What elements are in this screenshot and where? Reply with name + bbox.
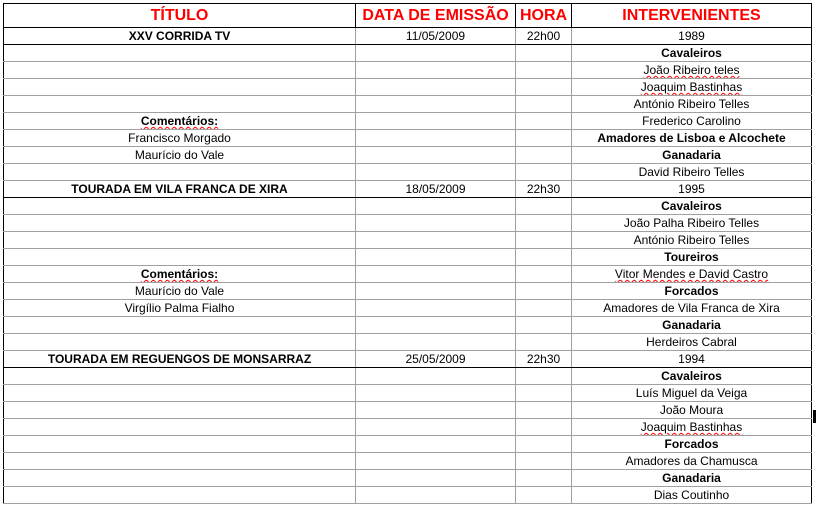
cell-text: Virgílio Palma Fialho: [124, 301, 235, 315]
cell-hora[interactable]: [516, 334, 572, 351]
cell-data-emissao[interactable]: [356, 232, 516, 249]
cell-hora[interactable]: [516, 453, 572, 470]
cell-intervenientes[interactable]: [572, 164, 812, 181]
cell-text: 11/05/2009: [405, 29, 466, 43]
cell-text: 22h00: [526, 29, 561, 43]
cell-hora[interactable]: [516, 79, 572, 96]
cell-intervenientes[interactable]: [572, 368, 812, 385]
cell-intervenientes[interactable]: [572, 487, 812, 504]
cell-text: Forcados: [664, 284, 719, 298]
cell-hora[interactable]: [516, 96, 572, 113]
cell-data-emissao[interactable]: [356, 164, 516, 181]
cell-text: Maurício do Vale: [134, 284, 225, 298]
cell-hora[interactable]: [516, 283, 572, 300]
cell-text: Vitor Mendes e David Castro: [614, 267, 769, 281]
cell-titulo[interactable]: [4, 385, 356, 402]
cell-text: Cavaleiros: [661, 46, 722, 60]
table-row: [4, 232, 812, 249]
header-hora[interactable]: HORA: [516, 4, 572, 28]
cell-titulo[interactable]: [4, 266, 356, 283]
cell-titulo[interactable]: [4, 249, 356, 266]
cell-text: 1994: [678, 352, 705, 366]
cell-text: 1995: [678, 182, 705, 196]
cell-data-emissao[interactable]: [356, 266, 516, 283]
cell-text: Dias Coutinho: [653, 488, 730, 502]
cell-data-emissao[interactable]: [356, 96, 516, 113]
cell-hora[interactable]: [516, 130, 572, 147]
cell-intervenientes[interactable]: [572, 181, 812, 198]
cell-data-emissao[interactable]: [356, 45, 516, 62]
cell-titulo[interactable]: [4, 453, 356, 470]
cell-hora[interactable]: [516, 215, 572, 232]
cell-text: Frederico Carolino: [642, 114, 741, 128]
cell-text: Luís Miguel da Veiga: [635, 386, 748, 400]
cell-hora[interactable]: [516, 436, 572, 453]
event-row: [4, 181, 812, 198]
cell-text: TOURADA EM REGUENGOS DE MONSARRAZ: [47, 352, 312, 366]
cell-intervenientes[interactable]: [572, 453, 812, 470]
cell-data-emissao[interactable]: [356, 334, 516, 351]
cell-titulo[interactable]: [4, 317, 356, 334]
cell-hora[interactable]: [516, 198, 572, 215]
header-titulo[interactable]: TÍTULO: [4, 4, 356, 28]
cell-titulo[interactable]: [4, 232, 356, 249]
cell-intervenientes[interactable]: [572, 147, 812, 164]
cell-hora[interactable]: [516, 147, 572, 164]
cell-titulo[interactable]: [4, 147, 356, 164]
cell-titulo[interactable]: [4, 164, 356, 181]
event-row: [4, 28, 812, 45]
cell-hora[interactable]: [516, 181, 572, 198]
cell-hora[interactable]: [516, 470, 572, 487]
table-row: [4, 96, 812, 113]
cell-text: Francisco Morgado: [128, 131, 231, 145]
cell-hora[interactable]: [516, 249, 572, 266]
cell-intervenientes[interactable]: [572, 266, 812, 283]
table-row: [4, 198, 812, 215]
header-row: [4, 4, 812, 28]
cell-titulo[interactable]: [4, 283, 356, 300]
cell-text: António Ribeiro Telles: [633, 97, 750, 111]
cell-hora[interactable]: [516, 266, 572, 283]
cell-data-emissao[interactable]: [356, 62, 516, 79]
table-row: [4, 402, 812, 419]
cell-intervenientes[interactable]: [572, 232, 812, 249]
table-row: [4, 62, 812, 79]
cell-titulo[interactable]: [4, 351, 356, 368]
cell-intervenientes[interactable]: [572, 113, 812, 130]
cell-data-emissao[interactable]: [356, 317, 516, 334]
cell-titulo[interactable]: [4, 334, 356, 351]
cell-data-emissao[interactable]: [356, 300, 516, 317]
header-data-emissao[interactable]: DATA DE EMISSÃO: [356, 4, 516, 28]
cell-text: Amadores de Vila Franca de Xira: [603, 301, 780, 315]
cell-intervenientes[interactable]: [572, 28, 812, 45]
cell-titulo[interactable]: [4, 62, 356, 79]
cell-titulo[interactable]: [4, 198, 356, 215]
table-row: [4, 113, 812, 130]
cell-intervenientes[interactable]: [572, 249, 812, 266]
cell-intervenientes[interactable]: [572, 351, 812, 368]
spreadsheet-table: [3, 3, 812, 504]
cell-hora[interactable]: [516, 419, 572, 436]
cell-text: Joaquim Bastinhas: [640, 80, 743, 94]
cell-intervenientes[interactable]: [572, 62, 812, 79]
cell-data-emissao[interactable]: [356, 351, 516, 368]
table-row: [4, 385, 812, 402]
cell-titulo[interactable]: [4, 436, 356, 453]
cell-text: Amadores de Lisboa e Alcochete: [597, 131, 786, 145]
cell-intervenientes[interactable]: [572, 45, 812, 62]
cell-data-emissao[interactable]: [356, 113, 516, 130]
cell-intervenientes[interactable]: [572, 300, 812, 317]
table-row: [4, 266, 812, 283]
cell-data-emissao[interactable]: [356, 368, 516, 385]
cell-data-emissao[interactable]: [356, 28, 516, 45]
cell-text: XXV CORRIDA TV: [128, 29, 231, 43]
cell-titulo[interactable]: [4, 300, 356, 317]
cell-hora[interactable]: [516, 300, 572, 317]
cell-hora[interactable]: [516, 487, 572, 504]
cell-hora[interactable]: [516, 317, 572, 334]
cell-text: Forcados: [664, 437, 719, 451]
cell-titulo[interactable]: [4, 215, 356, 232]
table-row: [4, 215, 812, 232]
cell-text: João Palha Ribeiro Telles: [623, 216, 760, 230]
cell-data-emissao[interactable]: [356, 130, 516, 147]
table-row: [4, 453, 812, 470]
cell-text: Joaquim Bastinhas: [640, 420, 743, 434]
cell-data-emissao[interactable]: [356, 487, 516, 504]
cell-text: Cavaleiros: [661, 369, 722, 383]
cell-intervenientes[interactable]: [572, 385, 812, 402]
cell-titulo[interactable]: [4, 28, 356, 45]
cell-data-emissao[interactable]: [356, 215, 516, 232]
header-intervenientes[interactable]: INTERVENIENTES: [572, 4, 812, 28]
cell-titulo[interactable]: [4, 419, 356, 436]
cell-text: David Ribeiro Telles: [638, 165, 745, 179]
cell-data-emissao[interactable]: [356, 283, 516, 300]
table-row: [4, 300, 812, 317]
cell-intervenientes[interactable]: [572, 470, 812, 487]
table-row: [4, 419, 812, 436]
table-row: [4, 249, 812, 266]
table-row: [4, 487, 812, 504]
cell-hora[interactable]: [516, 232, 572, 249]
table-row: [4, 147, 812, 164]
table-row: [4, 334, 812, 351]
cell-titulo[interactable]: [4, 130, 356, 147]
cell-text: 22h30: [526, 182, 561, 196]
cell-intervenientes[interactable]: [572, 198, 812, 215]
cell-titulo[interactable]: [4, 45, 356, 62]
cell-text: TOURADA EM VILA FRANCA DE XIRA: [71, 182, 288, 196]
cell-data-emissao[interactable]: [356, 181, 516, 198]
cell-data-emissao[interactable]: [356, 453, 516, 470]
cell-intervenientes[interactable]: [572, 317, 812, 334]
table-row: [4, 79, 812, 96]
cell-text: 1989: [678, 29, 705, 43]
cell-intervenientes[interactable]: [572, 283, 812, 300]
table-row: [4, 317, 812, 334]
cell-intervenientes[interactable]: [572, 436, 812, 453]
table-row: [4, 283, 812, 300]
cell-hora[interactable]: [516, 113, 572, 130]
cell-text: Comentários:: [140, 267, 219, 281]
sheet-body: [4, 4, 812, 504]
cell-hora[interactable]: [516, 28, 572, 45]
cell-intervenientes[interactable]: [572, 130, 812, 147]
cell-data-emissao[interactable]: [356, 470, 516, 487]
cell-text: Ganadaria: [662, 471, 721, 485]
cell-hora[interactable]: [516, 45, 572, 62]
cell-hora[interactable]: [516, 351, 572, 368]
table-row: [4, 368, 812, 385]
cell-intervenientes[interactable]: [572, 79, 812, 96]
cell-data-emissao[interactable]: [356, 402, 516, 419]
cell-text: Ganadaria: [662, 148, 721, 162]
table-row: [4, 470, 812, 487]
cell-data-emissao[interactable]: [356, 198, 516, 215]
cell-text: António Ribeiro Telles: [633, 233, 750, 247]
cell-text: Cavaleiros: [661, 199, 722, 213]
cell-text: Ganadaria: [662, 318, 721, 332]
table-row: [4, 164, 812, 181]
cell-data-emissao[interactable]: [356, 419, 516, 436]
cell-text: Maurício do Vale: [134, 148, 225, 162]
cell-hora[interactable]: [516, 164, 572, 181]
cell-text: Herdeiros Cabral: [646, 335, 737, 349]
cell-text: João Moura: [659, 403, 724, 417]
cell-intervenientes[interactable]: [572, 215, 812, 232]
cell-data-emissao[interactable]: [356, 249, 516, 266]
cell-intervenientes[interactable]: [572, 419, 812, 436]
cell-titulo[interactable]: [4, 487, 356, 504]
cell-titulo[interactable]: [4, 470, 356, 487]
cell-hora[interactable]: [516, 402, 572, 419]
cell-text: Toureiros: [664, 250, 719, 264]
cell-intervenientes[interactable]: [572, 402, 812, 419]
cell-intervenientes[interactable]: [572, 334, 812, 351]
cell-text: 18/05/2009: [405, 182, 466, 196]
cell-data-emissao[interactable]: [356, 436, 516, 453]
cell-titulo[interactable]: [4, 181, 356, 198]
cell-text: Comentários:: [140, 114, 219, 128]
cell-intervenientes[interactable]: [572, 96, 812, 113]
cell-hora[interactable]: [516, 62, 572, 79]
cell-hora[interactable]: [516, 368, 572, 385]
cell-cursor-mark: [813, 410, 816, 423]
cell-titulo[interactable]: [4, 402, 356, 419]
table-row: [4, 45, 812, 62]
table-row: [4, 436, 812, 453]
cell-titulo[interactable]: [4, 79, 356, 96]
cell-text: 25/05/2009: [405, 352, 466, 366]
cell-text: João Ribeiro teles: [643, 63, 740, 77]
cell-titulo[interactable]: [4, 368, 356, 385]
cell-hora[interactable]: [516, 385, 572, 402]
cell-data-emissao[interactable]: [356, 147, 516, 164]
cell-data-emissao[interactable]: [356, 79, 516, 96]
event-row: [4, 351, 812, 368]
cell-titulo[interactable]: [4, 96, 356, 113]
cell-text: 22h30: [526, 352, 561, 366]
cell-titulo[interactable]: [4, 113, 356, 130]
cell-text: Amadores da Chamusca: [625, 454, 758, 468]
cell-data-emissao[interactable]: [356, 385, 516, 402]
table-row: [4, 130, 812, 147]
